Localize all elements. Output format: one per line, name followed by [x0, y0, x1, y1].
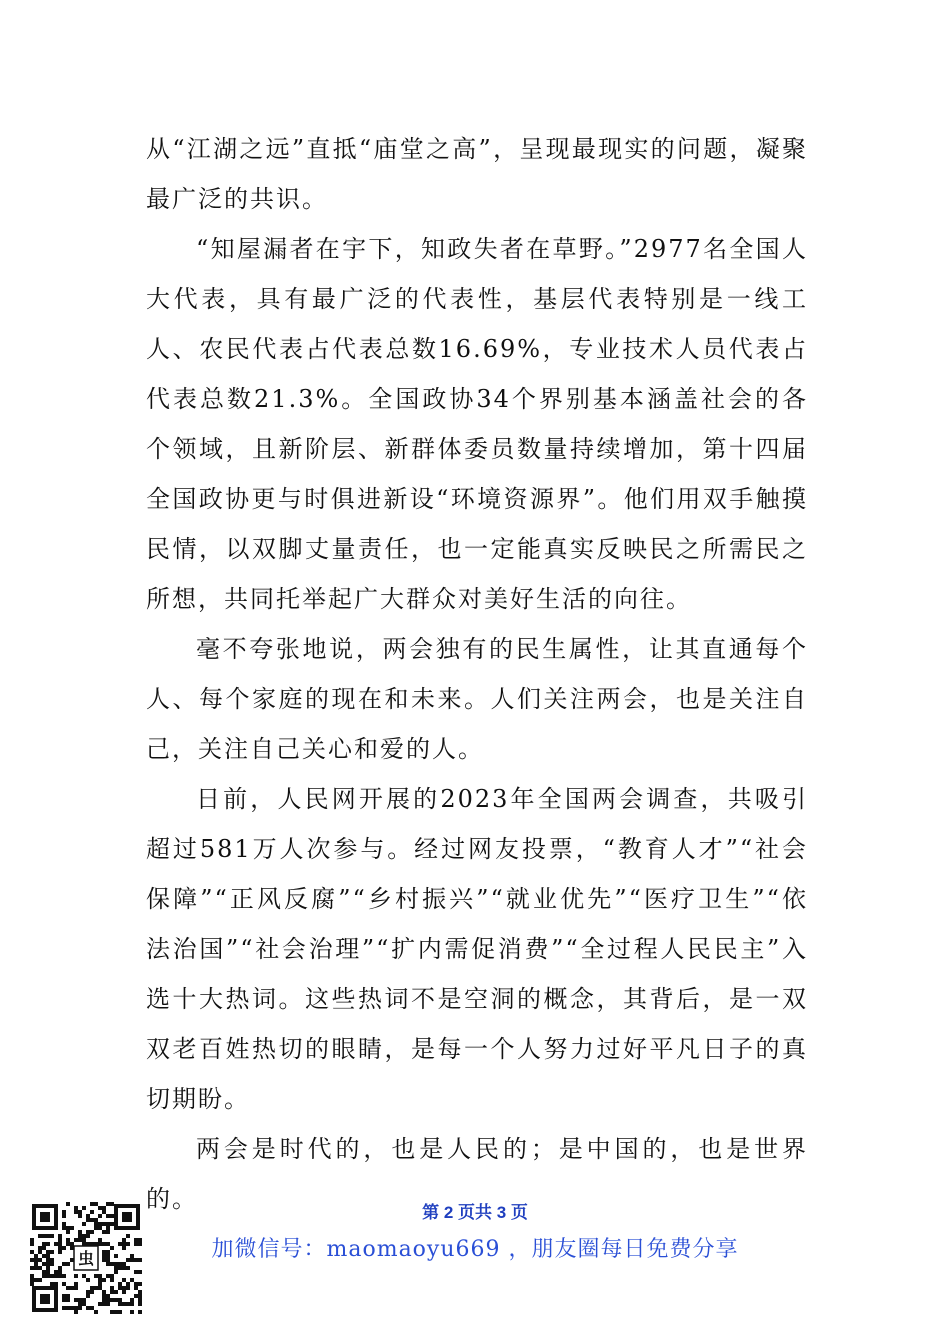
document-body — [146, 124, 808, 1224]
qr-center-glyph: 虫 — [77, 1249, 95, 1268]
paragraph-4: 日前，人民网开展的2023年全国两会调查，共吸引超过581万人次参与。经过网友投票，“教育人才”“社会保障”“正风反腐”“乡村振兴”“就业优先”“医疗卫生”“依法治国”“社会治理”“扩内需促消费”“全过程人民民主”入选十大热词。这些热词不是空洞的概念，其背后，是一双双老百姓热切的眼睛，是每一个人努力过好平凡日子的真切期盼。 — [146, 785, 808, 1113]
paragraph-3: 毫不夸张地说，两会独有的民生属性，让其直通每个人、每个家庭的现在和未来。人们关注两会，也是关注自己，关注自己关心和爱的人。 — [146, 635, 808, 763]
paragraph-1: 从“江湖之远”直抵“庙堂之高”，呈现最现实的问题，凝聚最广泛的共识。 — [146, 135, 808, 213]
paragraph-5: 两会是时代的，也是人民的；是中国的，也是世界的。 — [146, 1135, 808, 1213]
paragraph-2: “知屋漏者在宇下，知政失者在草野。”2977名全国人大代表，具有最广泛的代表性，基层代表特别是一线工人、农民代表占代表总数16.69%，专业技术人员代表占代表总数21.3%。全国政协34个界别基本涵盖社会的各个领域，且新阶层、新群体委员数量持续增加，第十四届全国政协更与时俱进新设“环境资源界”。他们用双手触摸民情，以双脚丈量责任，也一定能真实反映民之所需民之所想，共同托举起广大群众对美好生活的向往。 — [146, 235, 808, 613]
page-number: 第 2 页共 3 页 — [422, 1203, 528, 1222]
wechat-promo-text: 加微信号：maomaoyu669 ，朋友圈每日免费分享 — [211, 1237, 739, 1262]
